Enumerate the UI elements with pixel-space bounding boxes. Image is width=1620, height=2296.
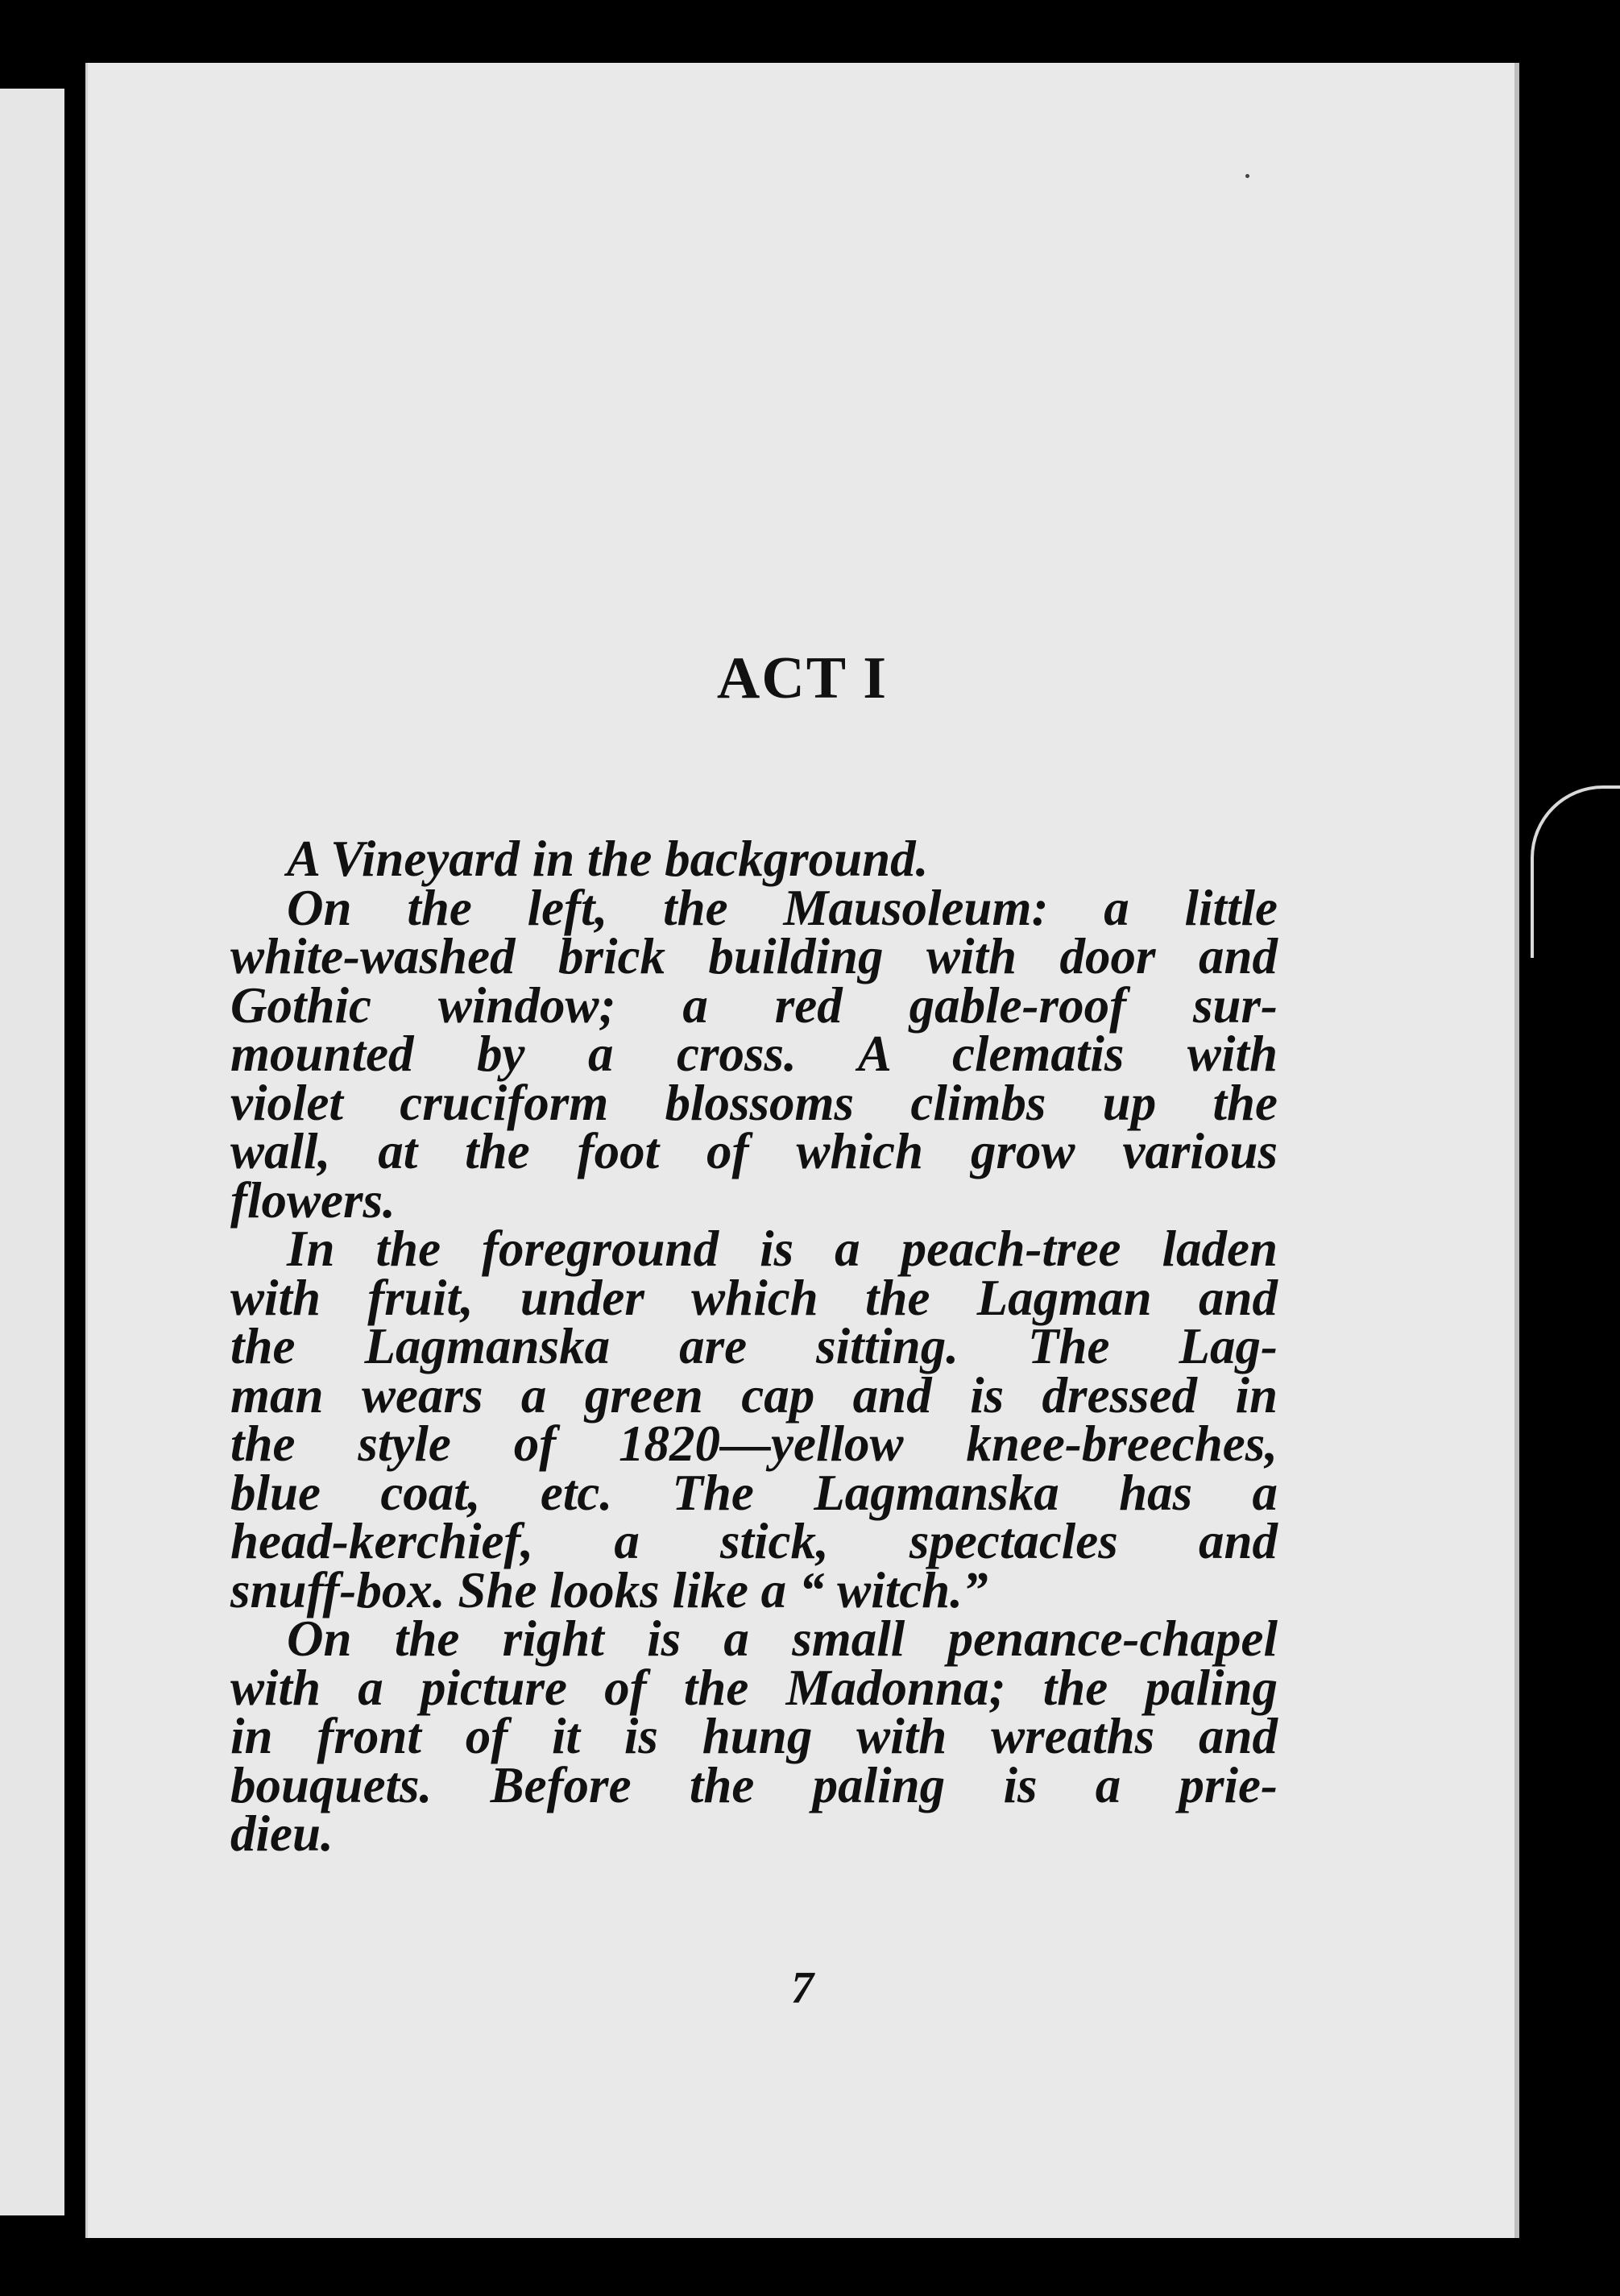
text-line: On the right is a small penance-chapel [287,1610,1278,1667]
page-right-edge [1514,63,1519,2238]
text-line: the style of 1820—yellow knee-breeches, [230,1415,1278,1472]
text-line: white-washed brick building with door and [230,928,1278,984]
text-line: head-kerchief, a stick, spectacles and [230,1513,1278,1569]
page-number: 7 [791,1963,814,2013]
text-line: violet cruciform blossoms climbs up the [230,1074,1278,1131]
text-line: the Lagmanska are sitting. The Lag- [230,1318,1278,1374]
book-page [85,63,1519,2238]
act-title: ACT I [716,645,889,711]
text-line: dieu. [230,1805,334,1862]
text-line: wall, at the foot of which grow various [230,1123,1278,1179]
text-line: with a picture of the Madonna; the paling [230,1659,1278,1716]
text-line: On the left, the Mausoleum: a little [287,879,1278,936]
text-line: bouquets. Before the paling is a prie- [230,1756,1278,1813]
text-line: in front of it is hung with wreaths and [230,1708,1278,1764]
text-line: with fruit, under which the Lagman and [230,1269,1278,1326]
text-line: blue coat, etc. The Lagmanska has a [230,1464,1278,1521]
stage-directions [230,831,1278,1862]
facing-page-edge [0,89,64,2215]
text-line: A Vineyard in the background. [287,831,929,887]
speck-mark [1245,174,1249,178]
text-line: man wears a green cap and is dressed in [230,1366,1278,1424]
text-line: In the foreground is a peach-tree laden [287,1221,1278,1277]
text-line: flowers. [230,1171,396,1229]
book-gutter [64,77,85,2296]
text-line: mounted by a cross. A clematis with [230,1026,1278,1082]
text-line: Gothic window; a red gable-roof sur- [230,976,1278,1034]
text-line: snuff-box. She looks like a “ witch.” [230,1561,988,1618]
